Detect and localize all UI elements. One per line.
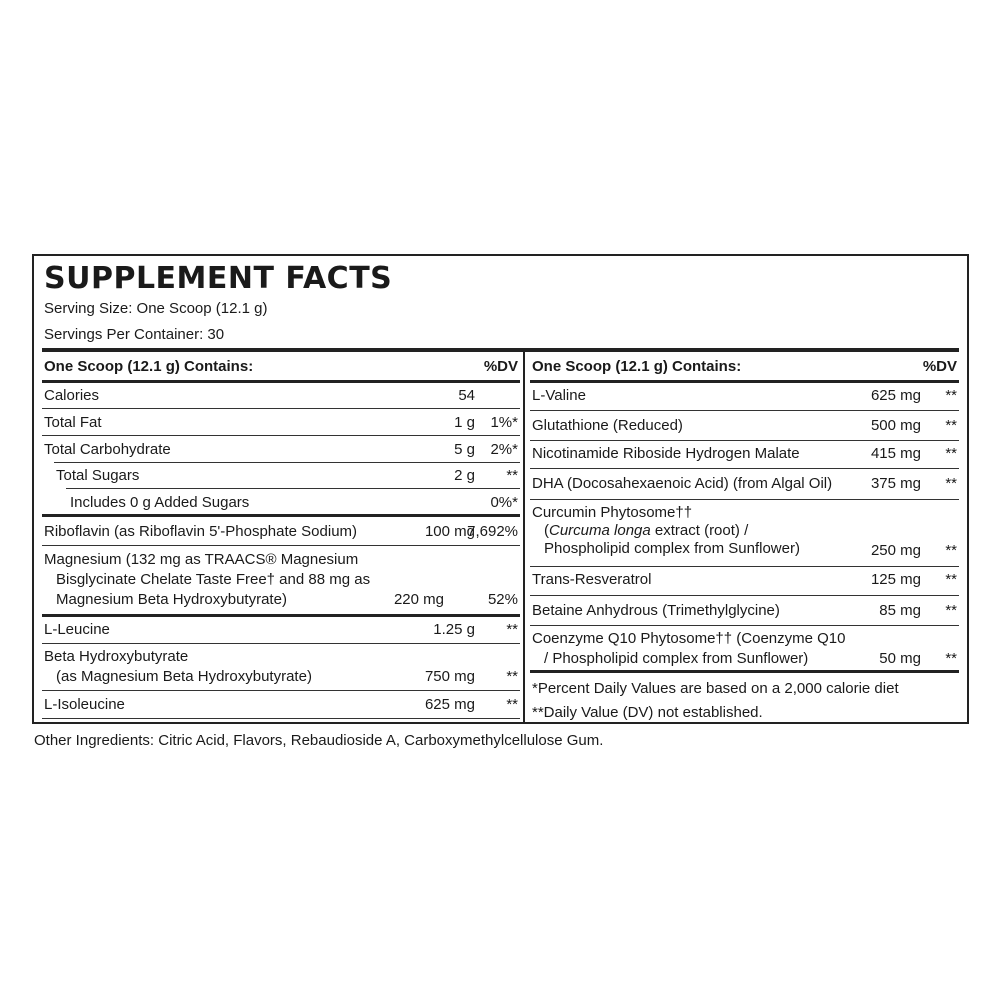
- row-amount: 100 mg: [424, 523, 475, 540]
- row-divider: [42, 514, 520, 517]
- row-name: Total Sugars: [56, 467, 140, 484]
- footnote-dv-basis: *Percent Daily Values are based on a 2,000 calorie diet: [532, 680, 899, 697]
- row-name: Magnesium (132 mg as TRAACS® Magnesium: [44, 551, 359, 568]
- row-name: DHA (Docosahexaenoic Acid) (from Algal Oil): [532, 475, 833, 492]
- row-name: Nicotinamide Riboside Hydrogen Malate: [532, 445, 800, 462]
- row-dv: **: [945, 475, 957, 492]
- row-name: Total Carbohydrate: [44, 441, 171, 458]
- row-name: L-Isoleucine: [44, 696, 125, 713]
- row-dv: **: [506, 668, 518, 685]
- row-divider: [42, 545, 520, 546]
- right-facts-table: [530, 352, 959, 722]
- other-ingredients: Other Ingredients: Citric Acid, Flavors, Rebaudioside A, Carboxymethylcellulose Gum.: [34, 732, 604, 749]
- row-name: Includes 0 g Added Sugars: [70, 494, 250, 511]
- row-dv: **: [506, 696, 518, 713]
- row-amount: 220 mg: [393, 591, 444, 608]
- row-amount: 2 g: [454, 467, 475, 484]
- left-header-dv: %DV: [483, 358, 518, 375]
- row-divider: [42, 690, 520, 691]
- row-name: Curcumin Phytosome††: [532, 504, 693, 521]
- row-name-cont: / Phospholipid complex from Sunflower): [544, 650, 809, 667]
- row-divider: [530, 566, 959, 567]
- row-name-cont: Bisglycinate Chelate Taste Free† and 88 mg as: [56, 571, 371, 588]
- row-name: L-Leucine: [44, 621, 110, 638]
- row-dv: **: [945, 387, 957, 404]
- row-name: Glutathione (Reduced): [532, 417, 683, 434]
- row-dv: **: [506, 621, 518, 638]
- right-header-dv: %DV: [922, 358, 957, 375]
- row-amount: 5 g: [454, 441, 475, 458]
- row-divider: [54, 462, 520, 463]
- row-name-cont: [544, 522, 748, 540]
- column-divider: [523, 352, 525, 722]
- row-name-cont: Phospholipid complex from Sunflower): [544, 540, 800, 557]
- table-row: [42, 551, 520, 611]
- serving-size: Serving Size: One Scoop (12.1 g): [44, 300, 268, 317]
- servings-per-container: Servings Per Container: 30: [44, 326, 225, 343]
- row-divider: [42, 718, 520, 719]
- table-row: [530, 504, 959, 564]
- paren-open: (: [544, 522, 549, 539]
- botanical-part: extract (root) /: [650, 522, 749, 539]
- row-dv: 7,692%: [467, 523, 518, 540]
- supplement-facts-panel: [32, 254, 969, 724]
- row-amount: 1 g: [454, 414, 475, 431]
- row-amount: 415 mg: [870, 445, 921, 462]
- row-dv: **: [945, 602, 957, 619]
- row-divider: [530, 625, 959, 626]
- row-amount: 54: [458, 387, 475, 404]
- footnote-dv-not-established: **Daily Value (DV) not established.: [532, 704, 763, 721]
- row-name: Calories: [44, 387, 100, 404]
- row-divider: [530, 468, 959, 469]
- row-divider: [530, 410, 959, 411]
- row-name: Riboflavin (as Riboflavin 5'-Phosphate Sodium): [44, 523, 358, 540]
- row-divider: [42, 643, 520, 644]
- row-name: Coenzyme Q10 Phytosome†† (Coenzyme Q10: [532, 630, 846, 647]
- row-divider: [530, 440, 959, 441]
- row-amount: 625 mg: [870, 387, 921, 404]
- panel-title: SUPPLEMENT FACTS: [44, 261, 393, 296]
- right-header-rule: [530, 380, 959, 383]
- row-dv: **: [945, 571, 957, 588]
- row-amount: 750 mg: [424, 668, 475, 685]
- row-dv: **: [945, 650, 957, 667]
- row-name-cont: (as Magnesium Beta Hydroxybutyrate): [56, 668, 312, 685]
- row-dv: 1%*: [490, 414, 518, 431]
- row-name: Beta Hydroxybutyrate: [44, 648, 189, 665]
- row-divider: [42, 614, 520, 617]
- row-name: Trans-Resveratrol: [532, 571, 652, 588]
- row-amount: 500 mg: [870, 417, 921, 434]
- table-row: [42, 648, 520, 688]
- row-divider: [530, 499, 959, 500]
- row-dv: **: [945, 445, 957, 462]
- botanical-name: Curcuma longa: [549, 522, 651, 539]
- left-facts-table: [42, 352, 520, 722]
- row-amount: 625 mg: [424, 696, 475, 713]
- row-divider: [530, 595, 959, 596]
- row-dv: **: [945, 542, 957, 559]
- row-dv: 2%*: [490, 441, 518, 458]
- right-header-label: One Scoop (12.1 g) Contains:: [532, 358, 742, 375]
- footnote-rule: [530, 670, 959, 673]
- left-header-rule: [42, 380, 520, 383]
- row-amount: 1.25 g: [433, 621, 475, 638]
- row-name: Betaine Anhydrous (Trimethylglycine): [532, 602, 780, 619]
- row-divider: [42, 408, 520, 409]
- table-row: [530, 630, 959, 670]
- left-header-label: One Scoop (12.1 g) Contains:: [44, 358, 254, 375]
- row-dv: 52%: [487, 591, 518, 608]
- row-dv: **: [945, 417, 957, 434]
- row-amount: 85 mg: [879, 602, 921, 619]
- row-name: L-Valine: [532, 387, 586, 404]
- row-divider: [42, 435, 520, 436]
- row-amount: 125 mg: [870, 571, 921, 588]
- row-divider: [66, 488, 520, 489]
- row-amount: 50 mg: [879, 650, 921, 667]
- row-amount: 375 mg: [870, 475, 921, 492]
- row-dv: **: [506, 467, 518, 484]
- row-dv: 0%*: [490, 494, 518, 511]
- row-name-cont: Magnesium Beta Hydroxybutyrate): [56, 591, 287, 608]
- row-amount: 250 mg: [870, 542, 921, 559]
- row-name: Total Fat: [44, 414, 102, 431]
